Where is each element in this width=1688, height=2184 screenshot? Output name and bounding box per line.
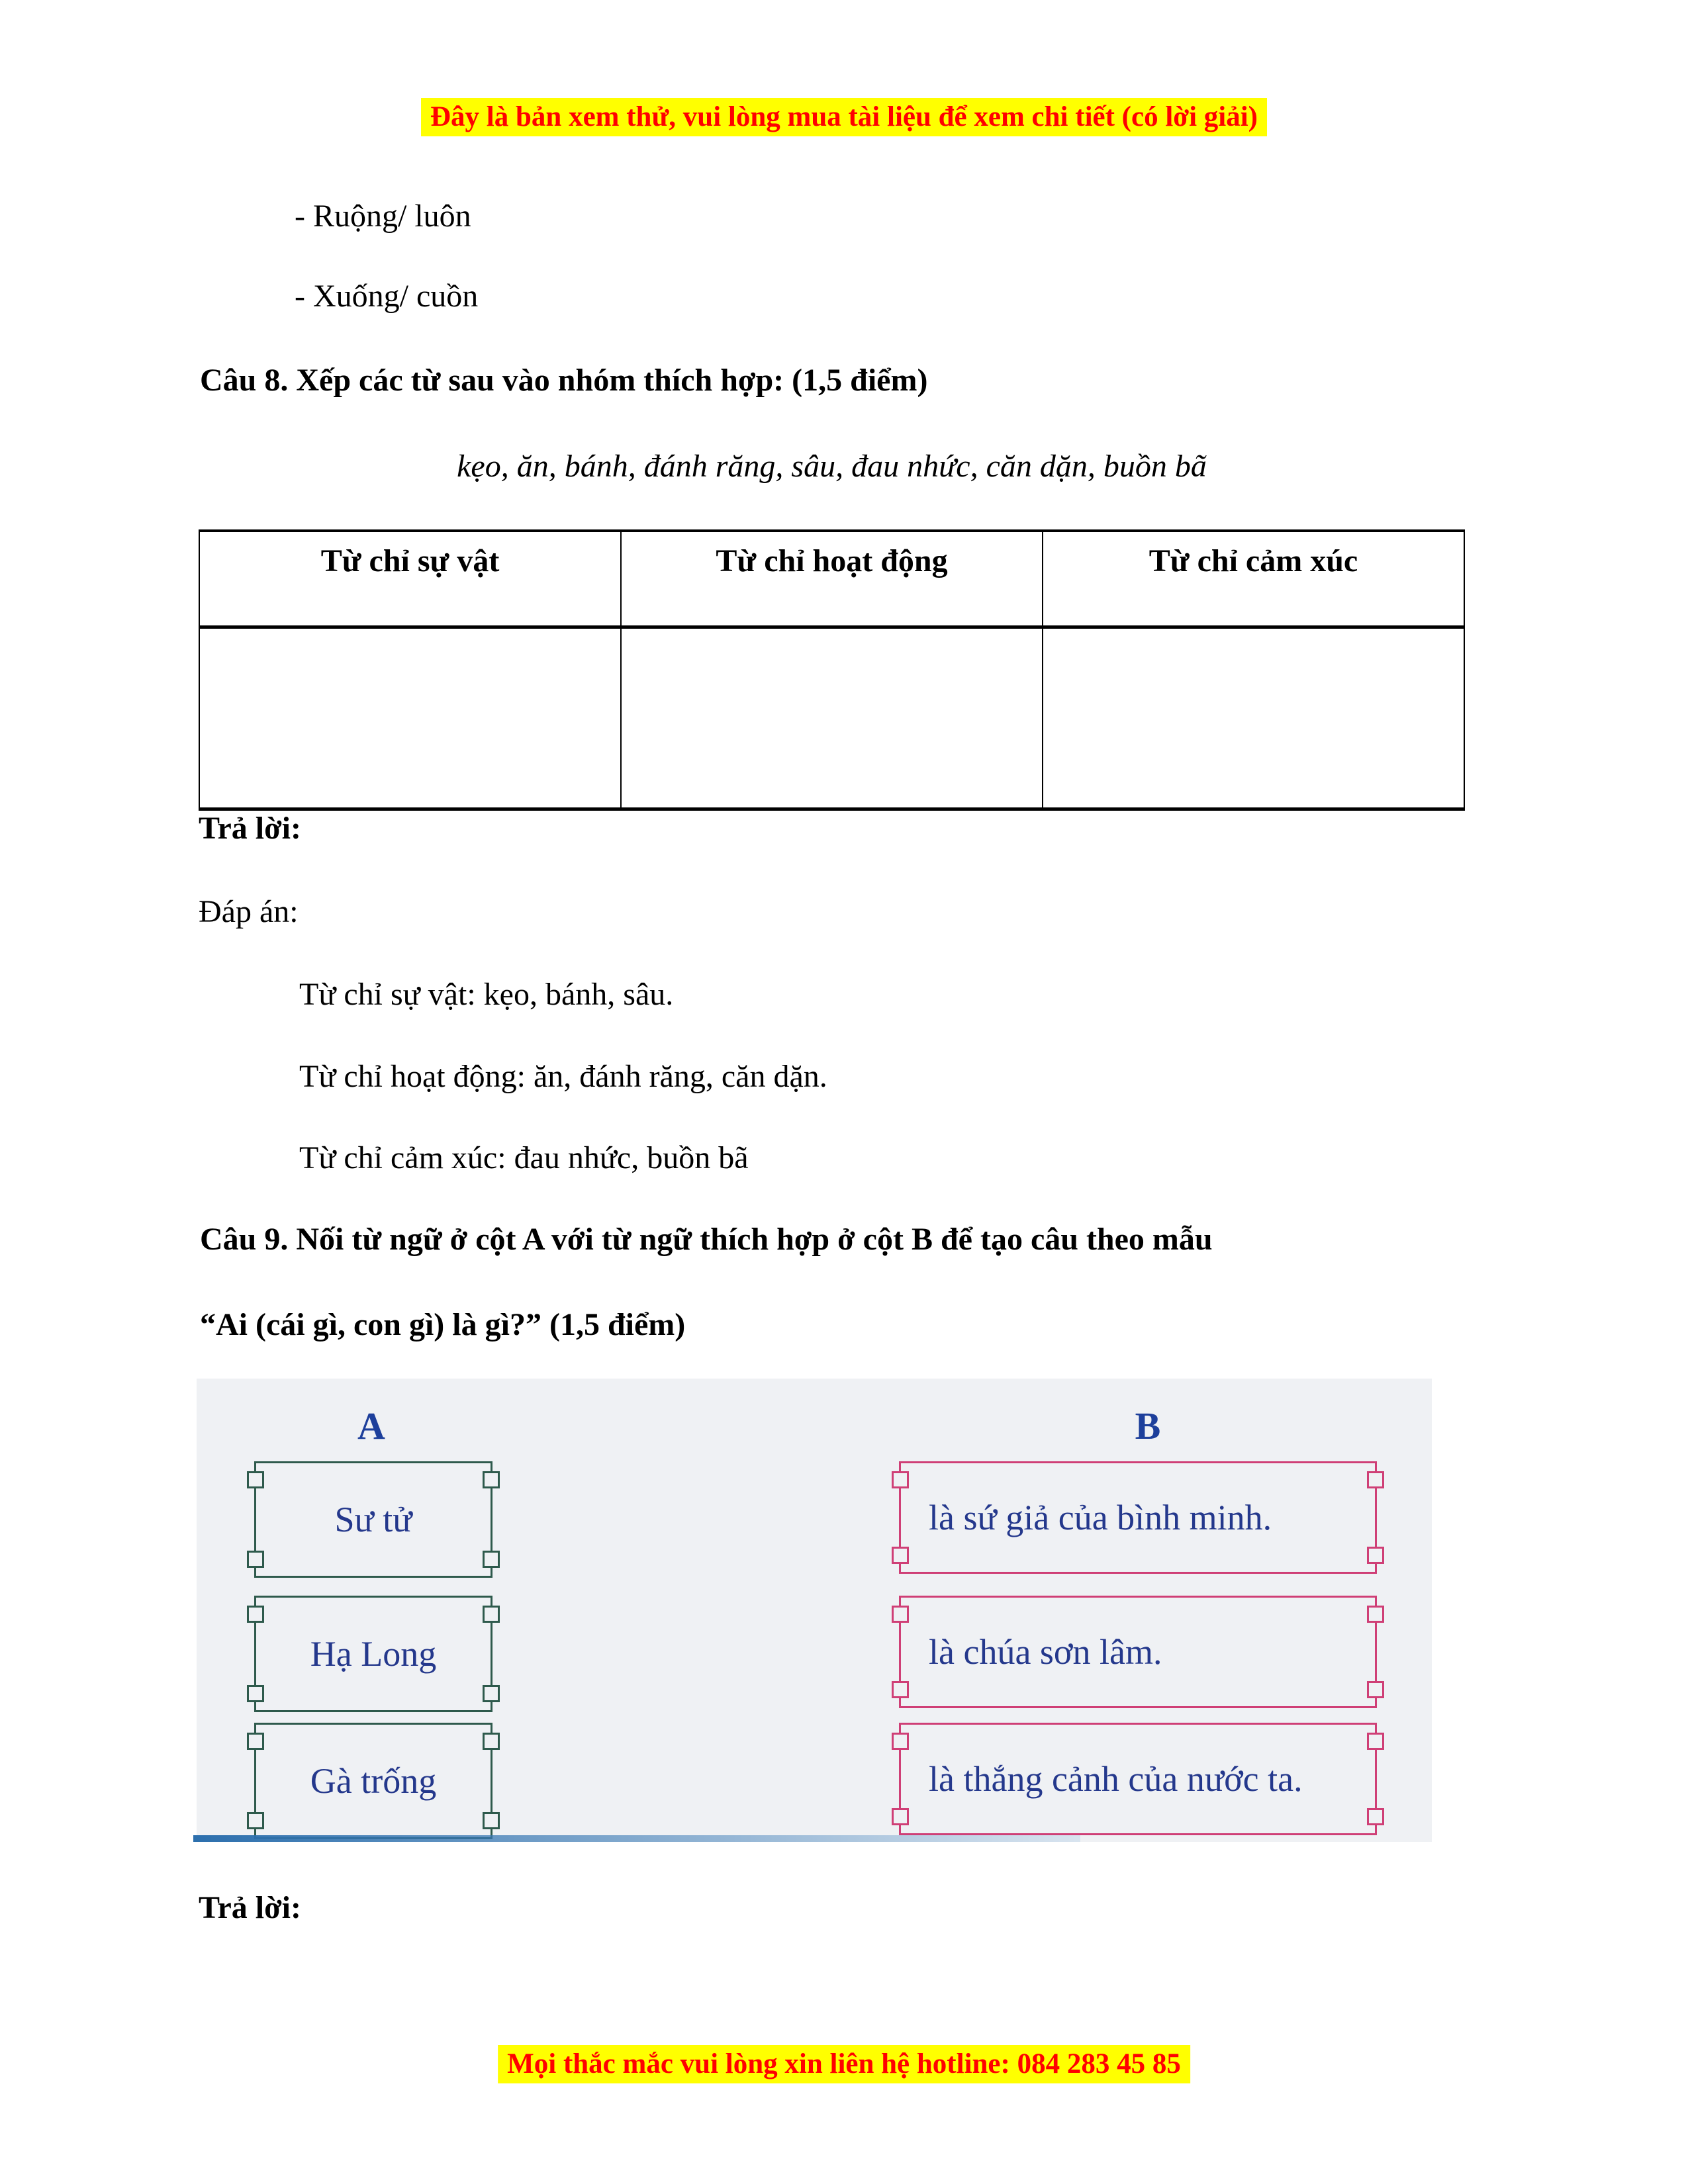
frame-corner-ornament [1367,1733,1384,1750]
match-box-a-ga-trong [254,1723,492,1839]
q8-table-header-things: Từ chỉ sự vật [199,531,621,627]
q8-table-header-row [199,531,1464,627]
bullet-line-xuong: - Xuống/ cuồn [295,279,479,314]
frame-corner-ornament [892,1733,909,1750]
match-box-b-su-gia [899,1461,1377,1574]
q9-answer-label: Trả lời: [199,1890,301,1925]
match-box-b-chua-son-lam [899,1596,1377,1708]
frame-corner-ornament [1367,1808,1384,1825]
frame-corner-ornament [892,1471,909,1488]
frame-corner-ornament [247,1812,264,1829]
frame-corner-ornament [483,1733,500,1750]
preview-notice-banner [421,98,1267,136]
match-box-a-su-tu [254,1461,492,1578]
q8-classification-table [199,529,1465,811]
frame-corner-ornament [483,1812,500,1829]
q8-solution-label: Đáp án: [199,894,299,929]
match-box-a-text: Hạ Long [310,1634,437,1674]
frame-corner-ornament [892,1681,909,1698]
frame-corner-ornament [892,1606,909,1623]
q8-word-list: kẹo, ăn, bánh, đánh răng, sâu, đau nhức, căn dặn, buồn bã [457,449,1207,484]
q9-heading-line1: Câu 9. Nối từ ngữ ở cột A với từ ngữ thích hợp ở cột B để tạo câu theo mẫu [200,1222,1213,1257]
frame-corner-ornament [1367,1606,1384,1623]
frame-corner-ornament [483,1551,500,1568]
scan-blue-stripe [193,1835,1080,1842]
frame-corner-ornament [1367,1547,1384,1564]
q8-answer-actions: Từ chỉ hoạt động: ăn, đánh răng, căn dặn. [299,1059,827,1094]
frame-corner-ornament [1367,1681,1384,1698]
match-box-a-text: Gà trống [310,1761,437,1801]
q9-heading-line2: “Ai (cái gì, con gì) là gì?” (1,5 điểm) [200,1307,686,1342]
frame-corner-ornament [247,1733,264,1750]
bullet-line-ruong: - Ruộng/ luôn [295,199,471,234]
q9-matching-figure [197,1379,1432,1842]
frame-corner-ornament [1367,1471,1384,1488]
frame-corner-ornament [247,1471,264,1488]
preview-notice-text: Đây là bản xem thử, vui lòng mua tài liệu để xem chi tiết (có lời giải) [430,101,1258,132]
q8-table-header-feelings: Từ chỉ cảm xúc [1043,531,1464,627]
q8-table-cell-feelings [1043,627,1464,809]
q8-answer-things: Từ chỉ sự vật: kẹo, bánh, sâu. [299,977,674,1012]
frame-corner-ornament [247,1551,264,1568]
frame-corner-ornament [892,1547,909,1564]
hotline-banner [498,2045,1190,2083]
column-a-label: A [357,1404,385,1447]
q8-table-empty-row [199,627,1464,809]
frame-corner-ornament [892,1808,909,1825]
frame-corner-ornament [483,1685,500,1702]
frame-corner-ornament [247,1685,264,1702]
match-box-b-text: là chúa sơn lâm. [929,1632,1162,1672]
q8-heading: Câu 8. Xếp các từ sau vào nhóm thích hợp: (1,5 điểm) [200,363,928,398]
q8-answer-feelings: Từ chỉ cảm xúc: đau nhức, buồn bã [299,1140,749,1175]
frame-corner-ornament [247,1606,264,1623]
hotline-text: Mọi thắc mắc vui lòng xin liên hệ hotline: 084 283 45 85 [507,2048,1181,2079]
frame-corner-ornament [483,1471,500,1488]
q8-table-header-actions: Từ chỉ hoạt động [621,531,1043,627]
match-box-b-text: là thắng cảnh của nước ta. [929,1759,1303,1799]
match-box-a-text: Sư tử [334,1500,412,1539]
q8-table-cell-actions [621,627,1043,809]
frame-corner-ornament [483,1606,500,1623]
match-box-a-ha-long [254,1596,492,1712]
q8-answer-label: Trả lời: [199,811,301,846]
q8-table-cell-things [199,627,621,809]
match-box-b-thang-canh [899,1723,1377,1835]
column-b-label: B [1135,1404,1161,1447]
match-box-b-text: là sứ giả của bình minh. [929,1498,1272,1537]
